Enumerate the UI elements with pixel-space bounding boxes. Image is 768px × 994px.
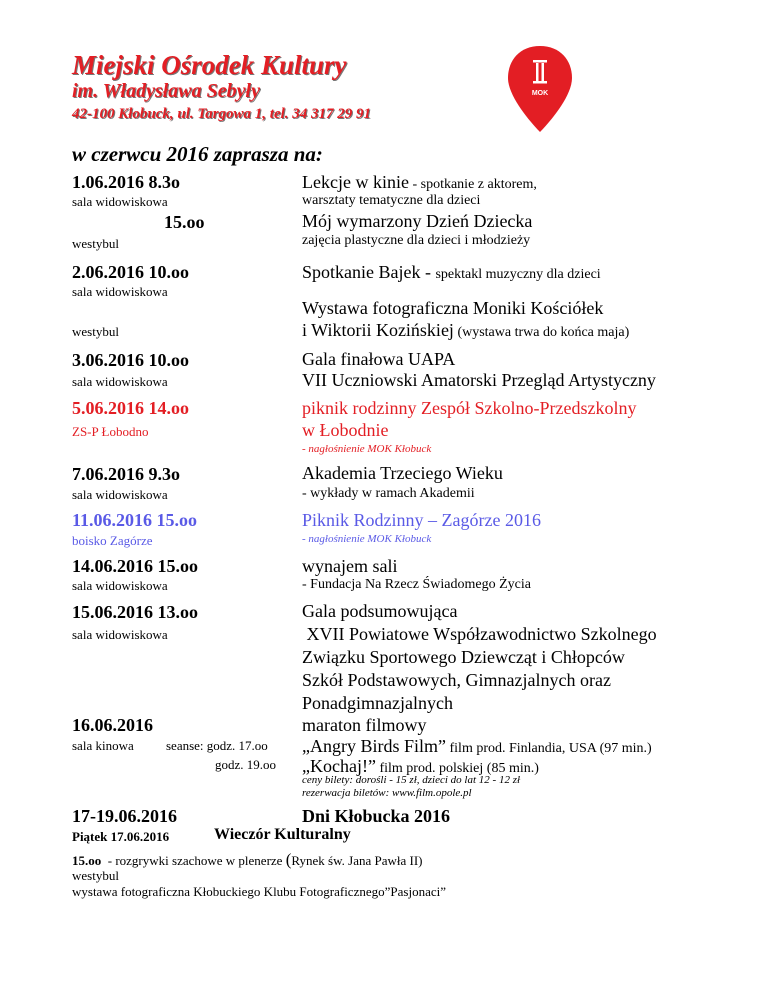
intro-text: w czerwcu 2016 zaprasza na: [72, 142, 323, 166]
org-address: 42-100 Kłobuck, ul. Targowa 1, tel. 34 317 29 91 [72, 106, 372, 122]
event-venue: westybul [72, 236, 119, 251]
event-desc: - wykłady w ramach Akademii [302, 486, 475, 501]
mok-logo [506, 44, 574, 134]
event-date: 11.06.2016 15.oo [72, 510, 198, 530]
event-title: w Łobodnie [302, 420, 389, 440]
event-date: 3.06.2016 10.oo [72, 350, 189, 370]
event-note: - nagłośnienie MOK Kłobuck [302, 533, 432, 545]
event-title: Gala finałowa UAPA [302, 349, 456, 369]
event-venue: ZS-P Łobodno [72, 424, 149, 439]
event-title: Piknik Rodzinny – Zagórze 2016 [302, 510, 541, 530]
event-note: - nagłośnienie MOK Kłobuck [302, 443, 432, 455]
event-date: 7.06.2016 9.3o [72, 464, 180, 484]
screening-times: seanse: godz. 17.oo [166, 738, 268, 753]
film-entry: „Angry Birds Film” film prod. Finlandia, USA (97 min.) [302, 736, 652, 756]
event-venue: sala kinowa [72, 738, 134, 753]
event-title: maraton filmowy [302, 715, 427, 735]
event-venue: westybul [72, 324, 119, 339]
event-title: piknik rodzinny Zespół Szkolno-Przedszkolny [302, 398, 637, 418]
event-date: 14.06.2016 15.oo [72, 556, 198, 576]
org-patron: im. Władysława Sebyły [72, 80, 260, 102]
event-title: Wystawa fotograficzna Moniki Kościółek [302, 298, 604, 318]
event-venue: sala widowiskowa [72, 627, 168, 642]
event-venue: sala widowiskowa [72, 578, 168, 593]
event-venue: sala widowiskowa [72, 284, 168, 299]
film-entry: „Kochaj!” film prod. polskiej (85 min.) [302, 756, 539, 776]
event-venue: westybul [72, 868, 119, 883]
exhibition-text: wystawa fotograficzna Kłobuckiego Klubu Fotograficznego”Pasjonaci” [72, 884, 446, 899]
event-title: Związku Sportowego Dziewcząt i Chłopców [302, 647, 625, 667]
event-venue: sala widowiskowa [72, 374, 168, 389]
event-desc: zajęcia plastyczne dla dzieci i młodzieży [302, 233, 531, 248]
org-name: Miejski Ośrodek Kultury [72, 50, 347, 80]
event-date: 2.06.2016 10.oo [72, 262, 189, 282]
event-date: 5.06.2016 14.oo [72, 398, 189, 418]
event-title: Lekcje w kinie - spotkanie z aktorem, [302, 172, 537, 192]
event-time: 15.oo [164, 212, 205, 232]
event-venue: sala widowiskowa [72, 487, 168, 502]
map-pin-icon [506, 44, 574, 134]
event-title: Akademia Trzeciego Wieku [302, 463, 503, 483]
event-venue: sala widowiskowa [72, 194, 168, 209]
event-title: Mój wymarzony Dzień Dziecka [302, 211, 533, 231]
screening-time-2: godz. 19.oo [215, 757, 277, 772]
event-title: Spotkanie Bajek - spektakl muzyczny dla dzieci [302, 262, 601, 282]
event-date: 16.06.2016 [72, 715, 153, 735]
event-title: wynajem sali [302, 556, 398, 576]
event-day: Piątek 17.06.2016 [72, 829, 170, 844]
event-title: Szkół Podstawowych, Gimnazjalnych oraz [302, 670, 611, 690]
event-title: Dni Kłobucka 2016 [302, 806, 451, 826]
ticket-prices: ceny bilety: dorośli - 15 zł, dzieci do lat 12 - 12 zł [302, 774, 521, 786]
event-title: Gala podsumowująca [302, 601, 458, 621]
event-subtitle: Wieczór Kulturalny [214, 826, 351, 843]
chess-event: 15.oo - rozgrywki szachowe w plenerze (Rynek św. Jana Pawła II) [72, 850, 423, 869]
event-date: 17-19.06.2016 [72, 806, 177, 826]
event-title: i Wiktorii Kozińskiej (wystawa trwa do końca maja) [302, 320, 630, 340]
event-title: Ponadgimnazjalnych [302, 693, 453, 713]
event-date: 1.06.2016 8.3o [72, 172, 180, 192]
event-title: VII Uczniowski Amatorski Przegląd Artystyczny [302, 370, 656, 390]
booking-info: rezerwacja biletów: www.film.opole.pl [302, 787, 472, 799]
event-venue: boisko Zagórze [72, 533, 153, 548]
event-desc: - Fundacja Na Rzecz Świadomego Życia [302, 577, 531, 592]
event-date: 15.06.2016 13.oo [72, 602, 198, 622]
event-title: XVII Powiatowe Współzawodnictwo Szkolnego [302, 624, 657, 644]
logo-label: MOK [531, 90, 549, 97]
event-desc: warsztaty tematyczne dla dzieci [302, 193, 481, 208]
